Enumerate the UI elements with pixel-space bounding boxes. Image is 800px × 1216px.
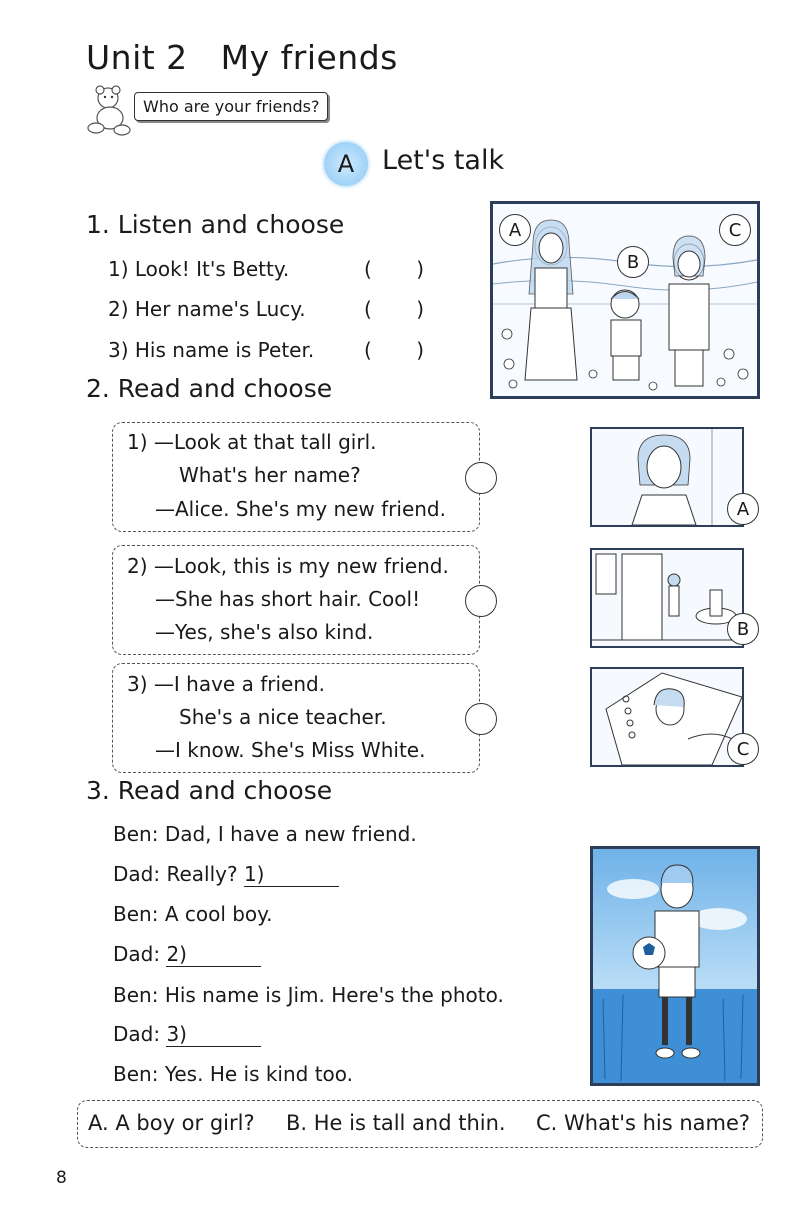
answer-blank-3[interactable]: 3) [166, 1022, 261, 1047]
dialogue-box-3 [112, 663, 480, 773]
part3-line-2: Dad: Really? 1) [113, 862, 339, 887]
dialogue-1-line-1: 1) —Look at that tall girl. [127, 430, 377, 454]
dialogue-2-line-2: —She has short hair. Cool! [155, 587, 421, 611]
dialogue-box-2 [112, 545, 480, 655]
part1-item-2: 2) Her name's Lucy. [108, 297, 306, 321]
part3-photo-jim [590, 846, 760, 1086]
unit-name: My friends [220, 38, 398, 77]
section-letter-badge: A [324, 142, 368, 186]
option-b: B. He is tall and thin. [286, 1111, 506, 1135]
dialogue-3-line-2: She's a nice teacher. [179, 705, 387, 729]
dialogue-3-line-3: —I know. She's Miss White. [155, 738, 426, 762]
picture-label-a: A [499, 214, 531, 246]
answer-bracket-3[interactable]: ( ) [364, 338, 424, 362]
dialogue-box-1 [112, 422, 480, 532]
part3-title: 3. Read and choose [86, 776, 333, 805]
picture-label-b: B [727, 613, 759, 645]
dialogue-1-line-2: What's her name? [179, 463, 361, 487]
part3-line-6: Dad: 3) [113, 1022, 261, 1047]
picture-label-c: C [727, 733, 759, 765]
dialogue-1-line-3: —Alice. She's my new friend. [155, 497, 446, 521]
dialogue-2-line-1: 2) —Look, this is my new friend. [127, 554, 449, 578]
option-a: A. A boy or girl? [88, 1111, 255, 1135]
unit-label: Unit 2 [86, 38, 188, 77]
answer-blank-2[interactable]: 2) [166, 942, 261, 967]
part1-item-1: 1) Look! It's Betty. [108, 257, 290, 281]
dialogue-2-line-3: —Yes, she's also kind. [155, 620, 374, 644]
part3-line-5: Ben: His name is Jim. Here's the photo. [113, 983, 504, 1007]
answer-circle-1[interactable] [465, 462, 497, 494]
answer-bracket-1[interactable]: ( ) [364, 257, 424, 281]
part1-item-3: 3) His name is Peter. [108, 338, 315, 362]
dialogue-3-line-1: 3) —I have a friend. [127, 672, 326, 696]
picture-label-a: A [727, 493, 759, 525]
page-number: 8 [56, 1168, 67, 1188]
question-tag: Who are your friends? [134, 92, 328, 121]
part3-line-7: Ben: Yes. He is kind too. [113, 1062, 354, 1086]
part3-line-4: Dad: 2) [113, 942, 261, 967]
answer-blank-1[interactable]: 1) [244, 862, 339, 887]
part2-picture-b [590, 548, 744, 648]
answer-bracket-2[interactable]: ( ) [364, 297, 424, 321]
picture-label-b: B [617, 246, 649, 278]
unit-title [86, 38, 398, 77]
part1-picture [490, 201, 760, 399]
section-title: Let's talk [382, 145, 505, 176]
answer-circle-3[interactable] [465, 703, 497, 735]
part2-picture-c [590, 667, 744, 767]
picture-label-c: C [719, 214, 751, 246]
part1-title: 1. Listen and choose [86, 210, 345, 239]
part3-line-3: Ben: A cool boy. [113, 902, 273, 926]
option-c: C. What's his name? [536, 1111, 751, 1135]
part3-line-1: Ben: Dad, I have a new friend. [113, 822, 417, 846]
part2-title: 2. Read and choose [86, 374, 333, 403]
part2-picture-a [590, 427, 744, 527]
options-box [77, 1100, 763, 1148]
answer-circle-2[interactable] [465, 585, 497, 617]
